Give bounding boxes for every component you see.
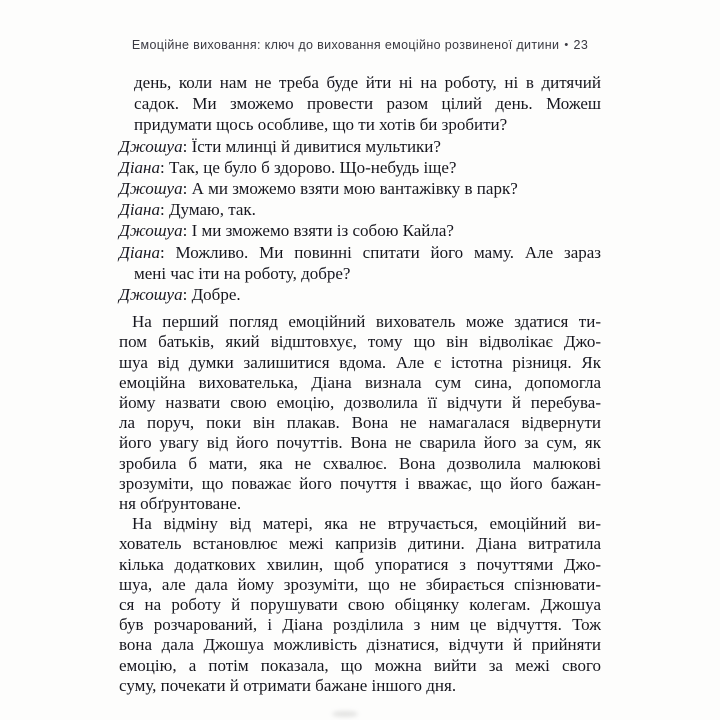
dialogue-line: Діана: Можливо. Ми повинні спитати його маму. Але зараз (119, 242, 601, 262)
text-line: був розчарований, і Діана розділила з ним це відчуття. Тож (119, 615, 601, 635)
dialogue-continuation-paragraph (119, 72, 601, 136)
dialogue-line: Джошуа: Добре. (119, 285, 241, 305)
speaker-name: Діана (119, 200, 160, 220)
text-line: ся на роботу й порушувати свою обіцянку колегам. Джошуа (119, 595, 601, 615)
text-line: його увагу від його почуттів. Вона не сварила його за сум, як (119, 433, 601, 453)
page-body (119, 72, 601, 696)
text-line: пом батьків, який відштовхує, тому що він відволікає Джо- (119, 332, 601, 352)
text-line: кілька додаткових хвилин, щоб упоратися з почуттями Джо- (119, 554, 601, 574)
text-line: ня обґрунтоване. (119, 494, 242, 514)
text-line: зрозуміти, що поважає його почуття і вважає, що його бажан- (119, 473, 601, 493)
text-line: йому назвати свою емоцію, дозволила її відчути й перебува- (119, 393, 601, 413)
speaker-name: Джошуа (119, 179, 183, 199)
running-title: Емоційне виховання: ключ до виховання емоційно розвиненої дитини (131, 38, 560, 52)
text-line: вона дала Джошуа можливість дізнатися, відчути й прийняти (119, 635, 601, 655)
dialogue-line-continuation: мені час іти на роботу, добре? (134, 263, 351, 283)
speaker-name: Діана (119, 157, 160, 177)
text-line: емоцію, а потім показала, що можна вийти за межі свого (119, 655, 601, 675)
dialogue-line: Джошуа: Їсти млинці й дивитися мультики? (119, 136, 441, 156)
body-paragraph-1 (119, 312, 601, 514)
text-line: шуа, але дала йому зрозуміти, що не збирається спізнювати- (119, 574, 601, 594)
scan-smudge (332, 711, 358, 717)
speaker-name: Джошуа (119, 136, 183, 156)
body-paragraph-2 (119, 514, 601, 696)
text-line: суму, почекати й отримати бажане іншого дня. (119, 675, 457, 695)
dialogue-line: Джошуа: А ми зможемо взяти мою вантажівку в парк? (119, 179, 518, 199)
text-line: придумати щось особливе, що ти хотів би зробити? (134, 115, 508, 135)
running-header (119, 38, 601, 52)
text-line: На перший погляд емоційний вихователь може здатися ти- (132, 312, 601, 332)
header-bullet-separator: • (564, 39, 569, 51)
text-line: зробила б мати, яка не схвалює. Вона дозволила малюкові (119, 453, 601, 473)
text-line: емоційна вихователька, Діана визнала сум сина, допомогла (119, 372, 601, 392)
text-line: ла поруч, поки він плакав. Вона не намагалася відвернути (119, 413, 601, 433)
dialogue-line: Джошуа: І ми зможемо взяти із собою Кайла? (119, 221, 454, 241)
text-line: день, коли нам не треба буде йти ні на роботу, ні в дитячий (134, 73, 601, 92)
dialogue-line: Діана: Так, це було б здорово. Що-небудь іще? (119, 157, 457, 177)
text-line: садок. Ми зможемо провести разом цілий день. Можеш (134, 94, 601, 114)
text-line: хователь встановлює межі капризів дитини. Діана витратила (119, 534, 601, 554)
dialogue-block (119, 136, 601, 306)
text-line: шуа від думки залишитися вдома. Але є істотна різниця. Як (119, 352, 601, 372)
speaker-name: Джошуа (119, 221, 183, 241)
speaker-name: Джошуа (119, 285, 183, 305)
text-line: На відміну від матері, яка не втручається, емоційний ви- (132, 514, 601, 534)
speaker-name: Діана (119, 242, 160, 262)
dialogue-line: Діана: Думаю, так. (119, 200, 256, 220)
page-number: 23 (573, 38, 589, 52)
